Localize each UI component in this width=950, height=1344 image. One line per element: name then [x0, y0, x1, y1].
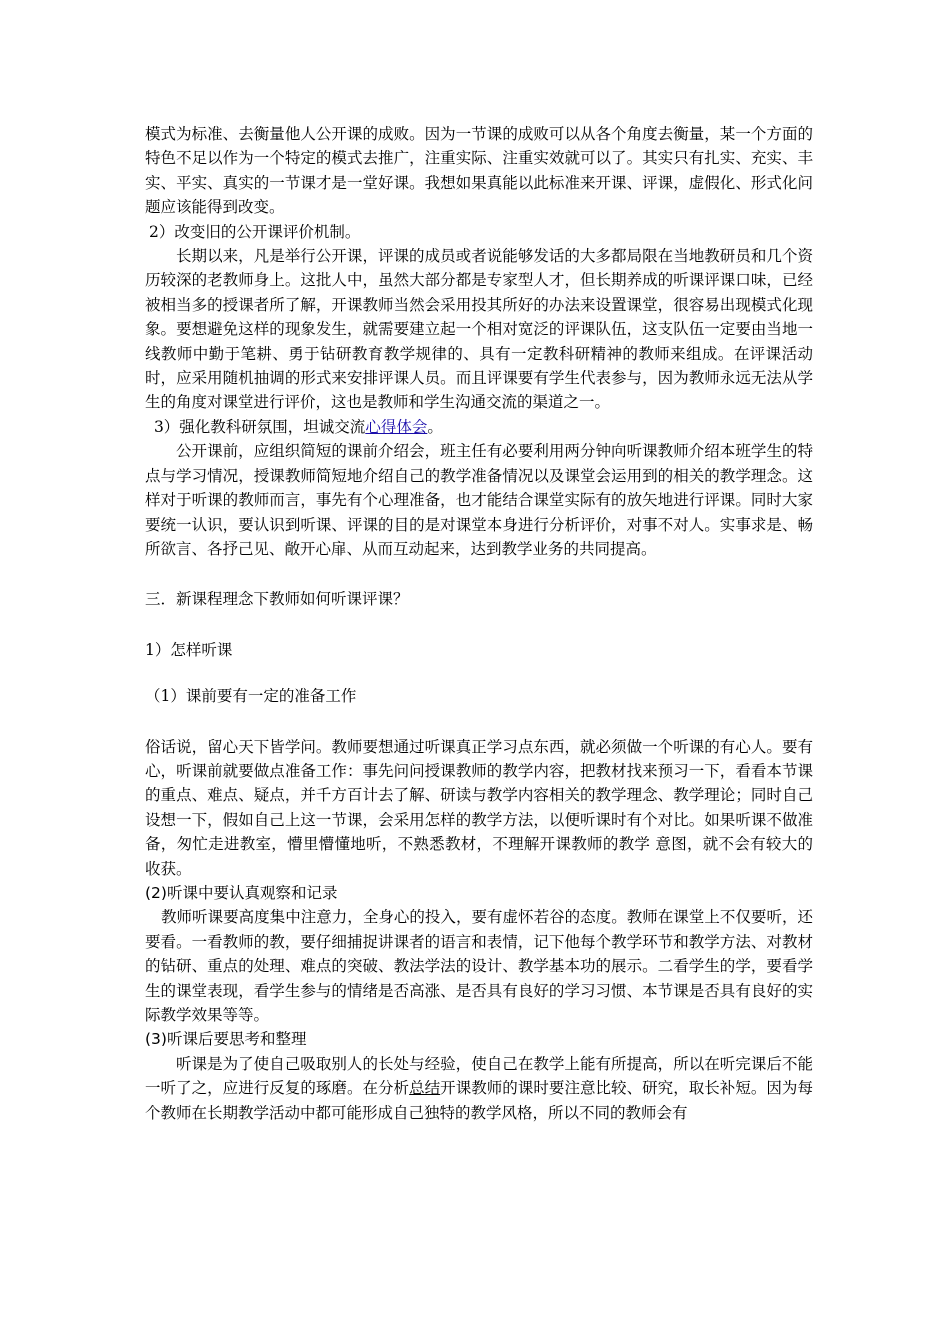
paragraph-evaluation-mechanism: 长期以来，凡是举行公开课，评课的成员或者说能够发话的大多都局限在当地教研员和几个资历较深的老教师身上。这批人中，虽然大部分都是专家型人才，但长期养成的听课评课口味，已经被相当多的授课者所了解，开课教师当然会采用投其所好的办法来设置课堂，很容易出现模式化现象。要想避免这样的现象发生，就需要建立起一个相对宽泛的评课队伍，这支队伍一定要由当地一线教师中勤于笔耕、勇于钻研教育教学规律的、具有一定教科研精神的教师来组成。在评课活动时，应采用随机抽调的形式来安排评课人员。而且评课要有学生代表参与，因为教师永远无法从学生的角度对课堂进行评价，这也是教师和学生沟通交流的渠道之一。: [145, 247, 813, 412]
underlined-summary: 总结: [409, 1079, 441, 1098]
heading-research-atmosphere: [145, 415, 813, 439]
document-page: [145, 122, 813, 1125]
number-3: (3): [145, 1030, 167, 1049]
subsection-think-organize: [145, 1027, 813, 1051]
number-2: (2): [145, 883, 167, 902]
subsection-preparation: （1）课前要有一定的准备工作: [145, 687, 357, 706]
link-experience[interactable]: 心得体会: [365, 417, 428, 436]
subsection-text: 听课中要认真观察和记录: [166, 883, 338, 902]
subsection-text: 听课后要思考和整理: [166, 1030, 307, 1049]
paragraph-preparation: 俗话说，留心天下皆学问。教师要想通过听课真正学习点东西，就必须做一个听课的有心人。要有心，听课前就要做点准备工作：事先问问授课教师的教学内容，把教材找来预习一下，看看本节课的重点、难点、疑点，并千方百计去了解、研读与教学内容相关的教学理念、教学理论；同时自己设想一下，假如自己上这一节课，会采用怎样的教学方法，以便听课时有个对比。如果听课不做准备，匆忙走进教室，懵里懵懂地听，不熟悉教材，不理解开课教师的教学 意图，就不会有较大的收获。: [145, 737, 813, 878]
subsection-observe-record: [145, 881, 813, 905]
section-heading-3: 三．新课程理念下教师如何听课评课？: [145, 590, 409, 609]
subsection-how-to-listen: 1）怎样听课: [145, 640, 233, 659]
heading-text: 3）强化教科研氛围，坦诚交流: [153, 417, 366, 436]
text-part-1: 听课是为了使自己吸取别人的长处与经验，使自己在教学上能有所提高，所以在听完课后不能一听了之，应进行反复的琢磨。在分析: [145, 1054, 813, 1098]
paragraph-think-organize: [145, 1052, 813, 1125]
text-part-2: 开课教师的课时要注意比较、研究，取长补短。因为每个教师在长期教学活动中都可能形成自己独特的教学风格，所以不同的教师会有: [145, 1079, 813, 1122]
heading-period: 。: [427, 417, 443, 436]
paragraph-pre-class-meeting: 公开课前，应组织简短的课前介绍会，班主任有必要利用两分钟向听课教师介绍本班学生的特点与学习情况，授课教师简短地介绍自己的教学准备情况以及课堂会运用到的相关的教学理念。这样对于听课的教师而言，事先有个心理准备，也才能结合课堂实际有的放矢地进行评课。同时大家要统一认识，要认识到听课、评课的目的是对课堂本身进行分析评价，对事不对人。实事求是、畅所欲言、各抒己见、敞开心扉、从而互动起来，达到教学业务的共同提高。: [145, 442, 813, 558]
paragraph-observe-record: 教师听课要高度集中注意力，全身心的投入，要有虚怀若谷的态度。教师在课堂上不仅要听，还要看。一看教师的教，要仔细捕捉讲课者的语言和表情，记下他每个教学环节和教学方法、对教材的钻研、重点的处理、难点的突破、教法学法的设计、教学基本功的展示。二看学生的学，要看学生的课堂表现，看学生参与的情绪是否高涨、是否具有良好的学习习惯、本节课是否具有良好的实际教学效果等等。: [145, 908, 813, 1024]
paragraph-standard: 模式为标准、去衡量他人公开课的成败。因为一节课的成败可以从各个角度去衡量，某一个方面的特色不足以作为一个特定的模式去推广，注重实际、注重实效就可以了。其实只有扎实、充实、丰实、平实、真实的一节课才是一堂好课。我想如果真能以此标准来开课、评课，虚假化、形式化问题应该能得到改变。: [145, 125, 813, 217]
heading-change-evaluation: 2）改变旧的公开课评价机制。: [149, 222, 361, 241]
